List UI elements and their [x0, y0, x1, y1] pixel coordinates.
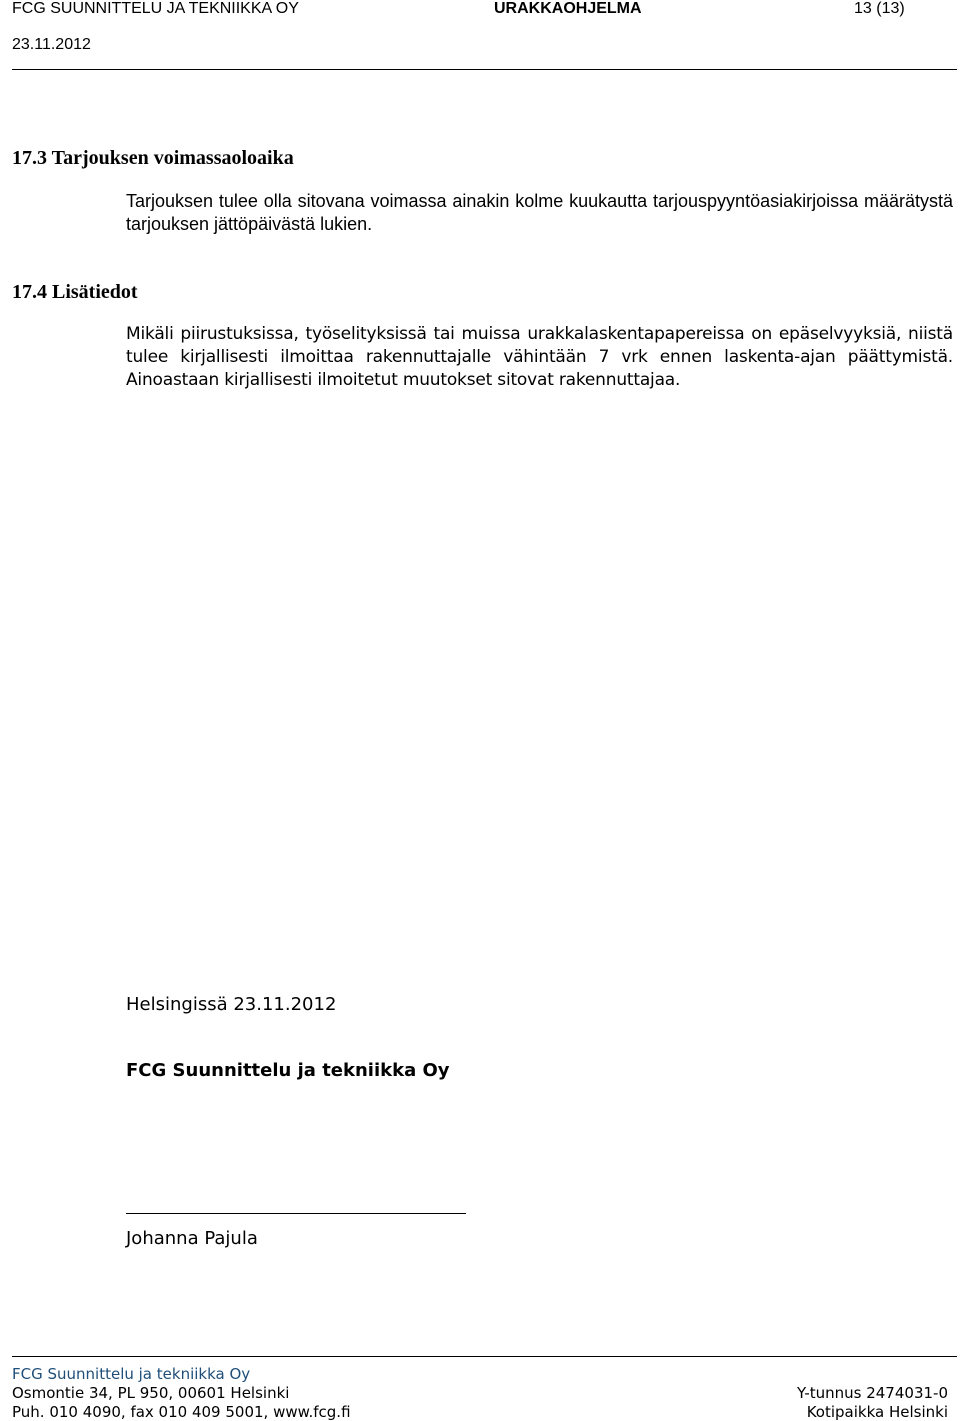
footer-domicile: Kotipaikka Helsinki [806, 1403, 948, 1421]
header-company: FCG SUUNNITTELU JA TEKNIIKKA OY [12, 0, 299, 17]
footer-business-id: Y-tunnus 2474031-0 [796, 1384, 948, 1402]
signature-line [126, 1213, 466, 1214]
footer-company: FCG Suunnittelu ja tekniikka Oy [12, 1365, 251, 1383]
footer-address: Osmontie 34, PL 950, 00601 Helsinki [12, 1384, 290, 1402]
header-divider [12, 69, 957, 70]
header-page-number: 13 (13) [854, 0, 905, 17]
section-heading-17-3: 17.3 Tarjouksen voimassaoloaika [12, 147, 294, 169]
signature-place-date: Helsingissä 23.11.2012 [126, 994, 337, 1015]
section-heading-17-4: 17.4 Lisätiedot [12, 281, 138, 303]
signature-name: Johanna Pajula [126, 1228, 258, 1249]
signature-company: FCG Suunnittelu ja tekniikka Oy [126, 1060, 450, 1081]
section-text-17-4: Mikäli piirustuksissa, työselityksissä tai muissa urakkalaskentapapereissa on epäselvyyksiä, niistä tulee kirjallisesti ilmoittaa rakennuttajalle vähintään 7 vrk ennen laskenta-ajan päättymistä. Ainoastaan kirjallisesti ilmoitetut muutokset sitovat rakennuttajaa. [126, 324, 953, 390]
footer-divider [12, 1356, 957, 1357]
section-text-17-3: Tarjouksen tulee olla sitovana voimassa ainakin kolme kuukautta tarjouspyyntöasiakirjoissa määrätystä tarjouksen jättöpäivästä lukien. [126, 191, 953, 234]
header-document-title: URAKKAOHJELMA [494, 0, 642, 17]
footer-contact: Puh. 010 4090, fax 010 409 5001, www.fcg.fi [12, 1403, 351, 1421]
header-date: 23.11.2012 [12, 36, 91, 53]
